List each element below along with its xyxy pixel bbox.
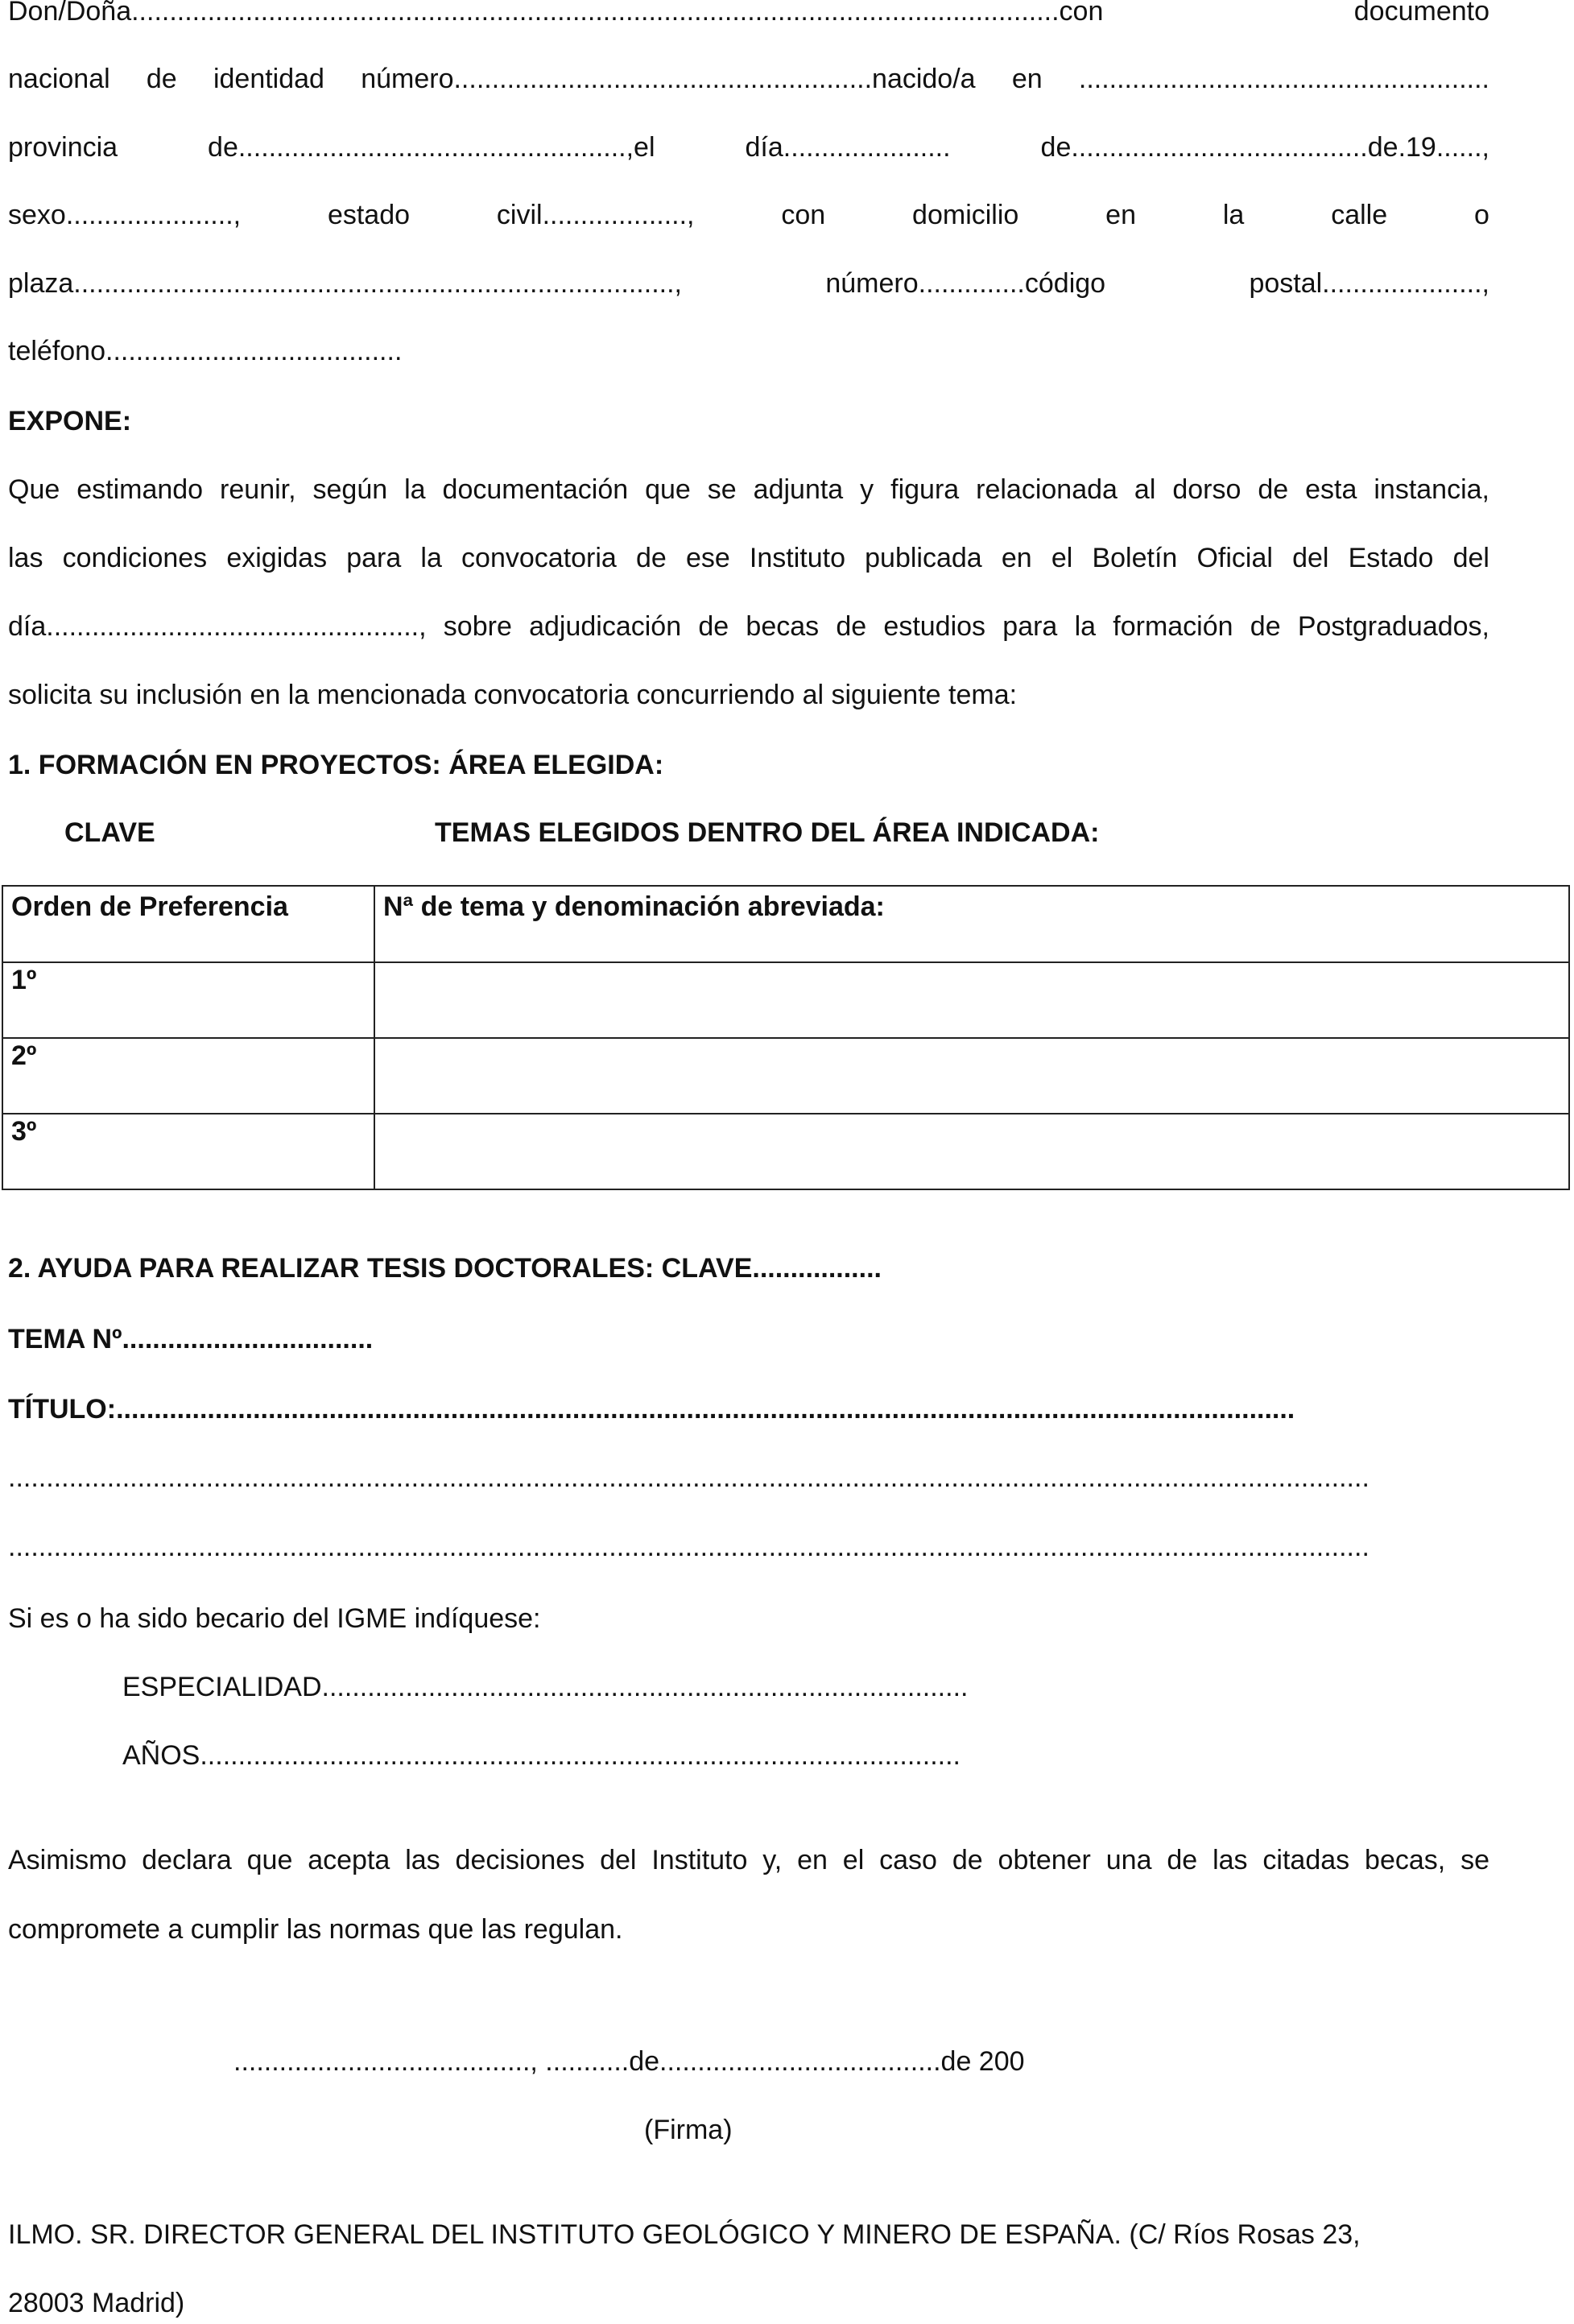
field-birthplace[interactable]: ...................................................... [1078, 64, 1489, 94]
field-telephone[interactable]: teléfono....................................... [8, 336, 403, 366]
becario-question: Si es o ha sido becario del IGME indíquese: [8, 1603, 541, 1634]
signature-date-line[interactable]: ......................................., ...........de.....................................de 200 [233, 2046, 1025, 2077]
section1-clave: CLAVE [64, 817, 155, 848]
applicant-line-id [8, 63, 1489, 95]
section1-temas: TEMAS ELEGIDOS DENTRO DEL ÁREA INDICADA: [435, 817, 1100, 848]
field-postal[interactable]: postal....................., [1249, 268, 1489, 299]
field-titulo-line-2[interactable]: ................................................................................................................................................................................... [8, 1462, 1370, 1493]
section2-heading[interactable]: 2. AYUDA PARA REALIZAR TESIS DOCTORALES: CLAVE................. [8, 1253, 882, 1284]
applicant-line-sex [8, 199, 1489, 231]
addressee-line-1: ILMO. SR. DIRECTOR GENERAL DEL INSTITUTO GEOLÓGICO Y MINERO DE ESPAÑA. (C/ Ríos Rosas 23, [8, 2219, 1361, 2250]
row-1-order: 1º [2, 962, 374, 1038]
field-civil-status[interactable]: civil..................., [496, 200, 695, 230]
field-sex[interactable]: sexo......................, [8, 200, 242, 230]
label-domicilio: domicilio [912, 200, 1019, 230]
applicant-line-province [8, 131, 1489, 163]
label-documento: documento [1353, 0, 1489, 27]
expone-line-2: las condiciones exigidas para la convocatoria de ese Instituto publicada en el Boletín Oficial del Estado del [8, 543, 1489, 573]
row-2-tema[interactable] [374, 1038, 1569, 1114]
label-estado: estado [327, 200, 411, 230]
label-identidad: identidad [213, 64, 324, 94]
declaration-line-2: compromete a cumplir las normas que las regulan. [8, 1914, 623, 1945]
row-1-tema[interactable] [374, 962, 1569, 1038]
field-especialidad[interactable]: ESPECIALIDAD..................................................................................... [122, 1672, 969, 1702]
field-number-code[interactable]: número..............código [825, 268, 1106, 299]
expone-line-4: solicita su inclusión en la mencionada convocatoria concurriendo al siguiente tema: [8, 680, 1018, 710]
table-row [2, 1114, 1569, 1189]
label-o: o [1473, 200, 1489, 230]
expone-heading: EXPONE: [8, 406, 132, 436]
field-tema-number[interactable]: TEMA Nº................................. [8, 1324, 374, 1354]
applicant-line-name [8, 0, 1489, 27]
expone-line-1: Que estimando reunir, según la documentación que se adjunta y figura relacionada al dorso de esta instancia, [8, 474, 1489, 505]
section1-heading: 1. FORMACIÓN EN PROYECTOS: ÁREA ELEGIDA: [8, 750, 664, 780]
applicant-line-address [8, 267, 1489, 300]
label-provincia: provincia [8, 132, 118, 163]
field-month-year[interactable]: de.......................................de.19......, [1040, 132, 1489, 163]
label-en: en [1011, 64, 1043, 94]
header-orden: Orden de Preferencia [2, 886, 374, 962]
field-titulo-line-3[interactable]: ................................................................................................................................................................................... [8, 1532, 1370, 1562]
header-tema: Nª de tema y denominación abreviada: [374, 886, 1569, 962]
row-2-order: 2º [2, 1038, 374, 1114]
field-province[interactable]: de...................................................,el [208, 132, 655, 163]
label-calle: calle [1331, 200, 1388, 230]
field-id-number[interactable]: número.......................................................nacido/a [361, 64, 976, 94]
field-name[interactable]: Don/Doña..........................................................................................................................con [8, 0, 1104, 27]
expone-line-3[interactable]: día................................................., sobre adjudicación de becas de estudios para la formación de Postgraduados, [8, 611, 1489, 642]
table-row [2, 962, 1569, 1038]
label-de: de [146, 64, 177, 94]
table-header-row [2, 886, 1569, 962]
field-plaza[interactable]: plaza..............................................................................., [8, 268, 682, 299]
addressee-line-2: 28003 Madrid) [8, 2288, 185, 2318]
label-en-2: en [1105, 200, 1136, 230]
label-nacional: nacional [8, 64, 110, 94]
declaration-line-1: Asimismo declara que acepta las decisiones del Instituto y, en el caso de obtener una de las citadas becas, se [8, 1845, 1489, 1875]
row-3-tema[interactable] [374, 1114, 1569, 1189]
signature-firma: (Firma) [644, 2115, 733, 2145]
field-day[interactable]: día...................... [745, 132, 951, 163]
field-anos[interactable]: AÑOS.................................................................................................... [122, 1740, 961, 1771]
field-titulo[interactable]: TÍTULO:........................................................................................................................................................... [8, 1394, 1295, 1425]
preference-table [2, 885, 1570, 1190]
label-con: con [781, 200, 826, 230]
label-la: la [1222, 200, 1245, 230]
table-row [2, 1038, 1569, 1114]
row-3-order: 3º [2, 1114, 374, 1189]
